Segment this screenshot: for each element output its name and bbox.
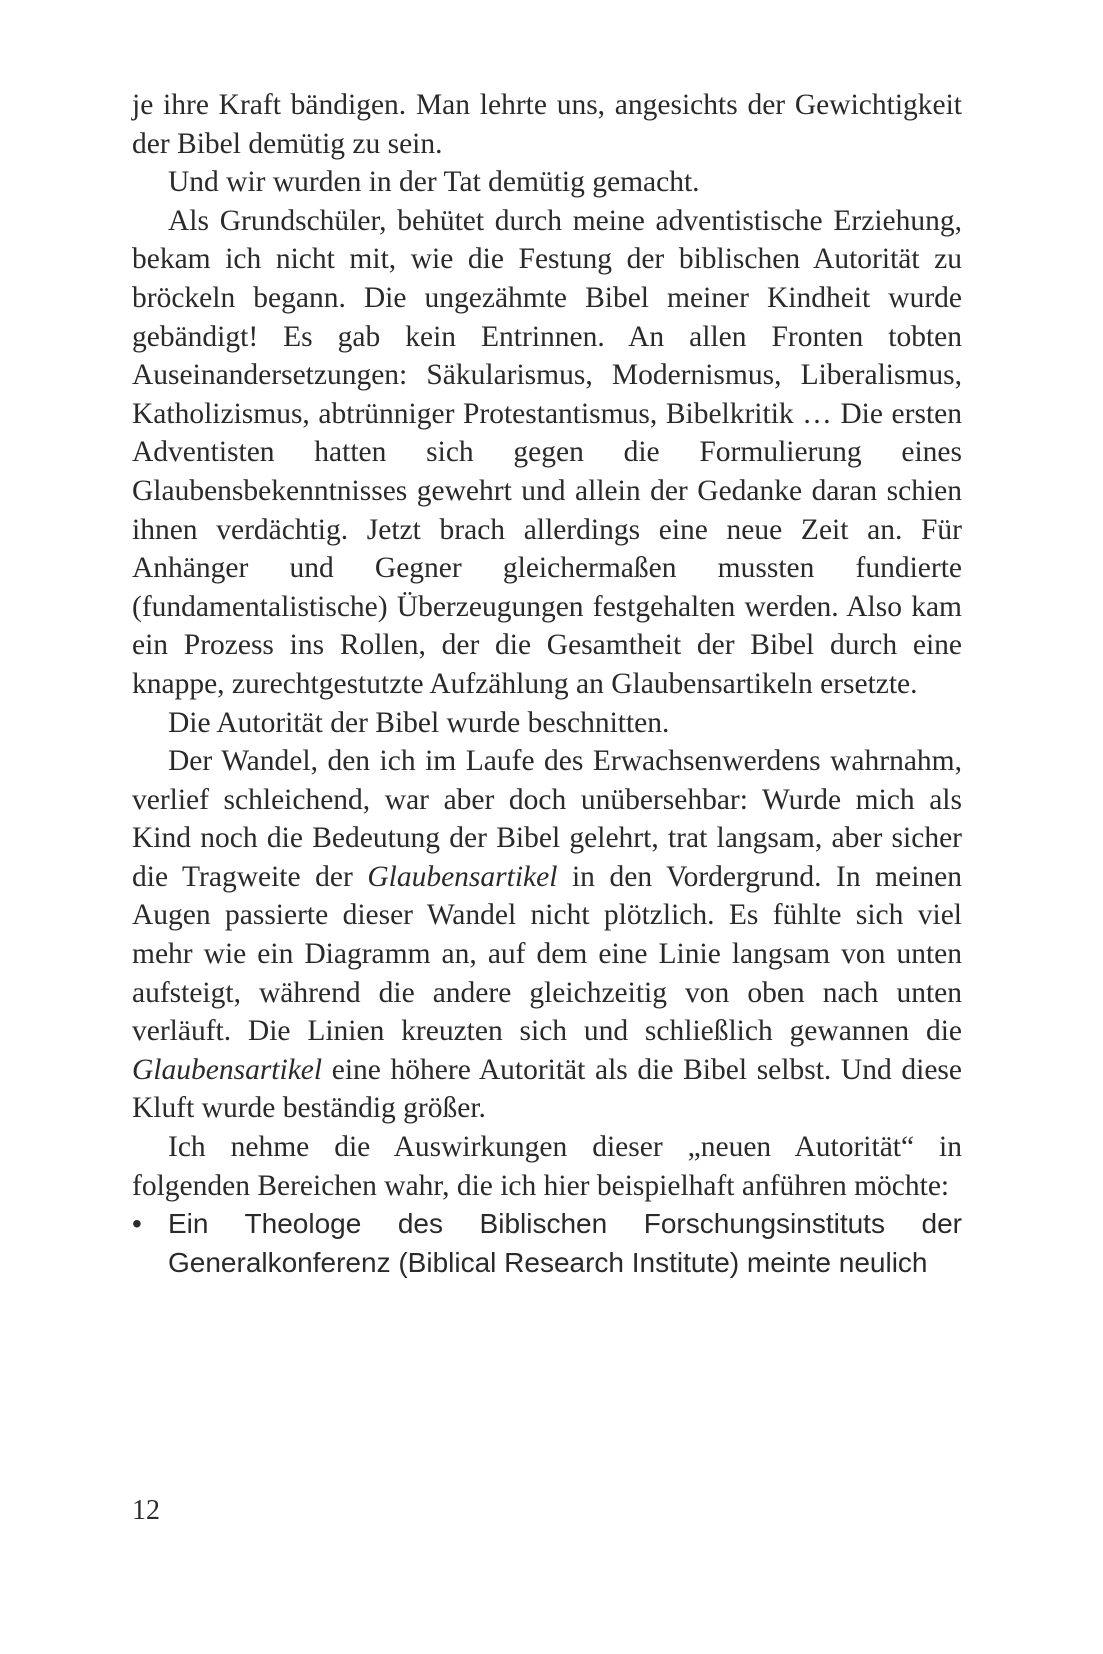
paragraph-text: Der Wandel, den ich im Laufe des Erwachsenwerdens wahrnahm, verlief schleichend, war aber doch unübersehbar: Wurde mich als Kind noch die Bedeutung der Bibel gelehrt, trat langsam, aber sicher die Tragweite der — [132, 745, 962, 893]
paragraph-text: in den Vordergrund. In meinen Augen passierte dieser Wandel nicht plötzlich. Es fühlte sich viel mehr wie ein Diagramm an, auf dem eine Linie langsam von unten aufsteigt, während die andere gleichzeitig von oben nach unten verläuft. Die Linien kreuzten sich und schließlich gewannen die — [132, 860, 962, 1048]
paragraph: Die Autorität der Bibel wurde beschnitten. — [168, 706, 670, 739]
paragraph: Und wir wurden in der Tat demütig gemacht. — [168, 166, 700, 199]
paragraph — [132, 742, 962, 1128]
italic-term: Glaubensartikel — [367, 860, 558, 893]
paragraph-continued: je ihre Kraft bändigen. Man lehrte uns, angesichts der Gewichtigkeit der Bibel demütig zu sein. — [132, 89, 962, 160]
bullet-text: Ein Theologe des Biblischen Forschungsinstituts der Generalkonferenz (Biblical Research Institute) meinte neulich — [168, 1208, 962, 1278]
page-number: 12 — [132, 1495, 160, 1526]
bullet-icon: • — [132, 1208, 142, 1240]
paragraph: Ich nehme die Auswirkungen dieser „neuen Autorität“ in folgenden Bereichen wahr, die ich hier beispielhaft anführen möchte: — [132, 1131, 962, 1202]
bullet-list-item — [132, 1205, 962, 1282]
paragraph-text: eine höhere Autorität als die Bibel selbst. Und diese Kluft wurde beständig größer. — [132, 1053, 962, 1125]
body-text — [132, 86, 962, 1282]
italic-term: Glaubensartikel — [132, 1053, 323, 1086]
paragraph: Als Grundschüler, behütet durch meine adventistische Erziehung, bekam ich nicht mit, wie die Festung der biblischen Autorität zu bröckeln begann. Die ungezähmte Bibel meiner Kindheit wurde gebändigt! Es gab kein Entrinnen. An allen Fronten tobten Auseinandersetzungen: Säkularismus, Modernismus, Liberalismus, Katholizismus, abtrünniger Protestantismus, Bibelkritik … Die ersten Adventisten hatten sich gegen die Formulierung eines Glaubensbekenntnisses gewehrt und allein der Gedanke daran schien ihnen verdächtig. Jetzt brach allerdings eine neue Zeit an. Für Anhänger und Gegner gleichermaßen mussten fundierte (fundamentalistische) Überzeugungen festgehalten werden. Also kam ein Prozess ins Rollen, der die Gesamtheit der Bibel durch eine knappe, zurechtgestutzte Aufzählung an Glaubensartikeln ersetzte. — [132, 204, 962, 700]
